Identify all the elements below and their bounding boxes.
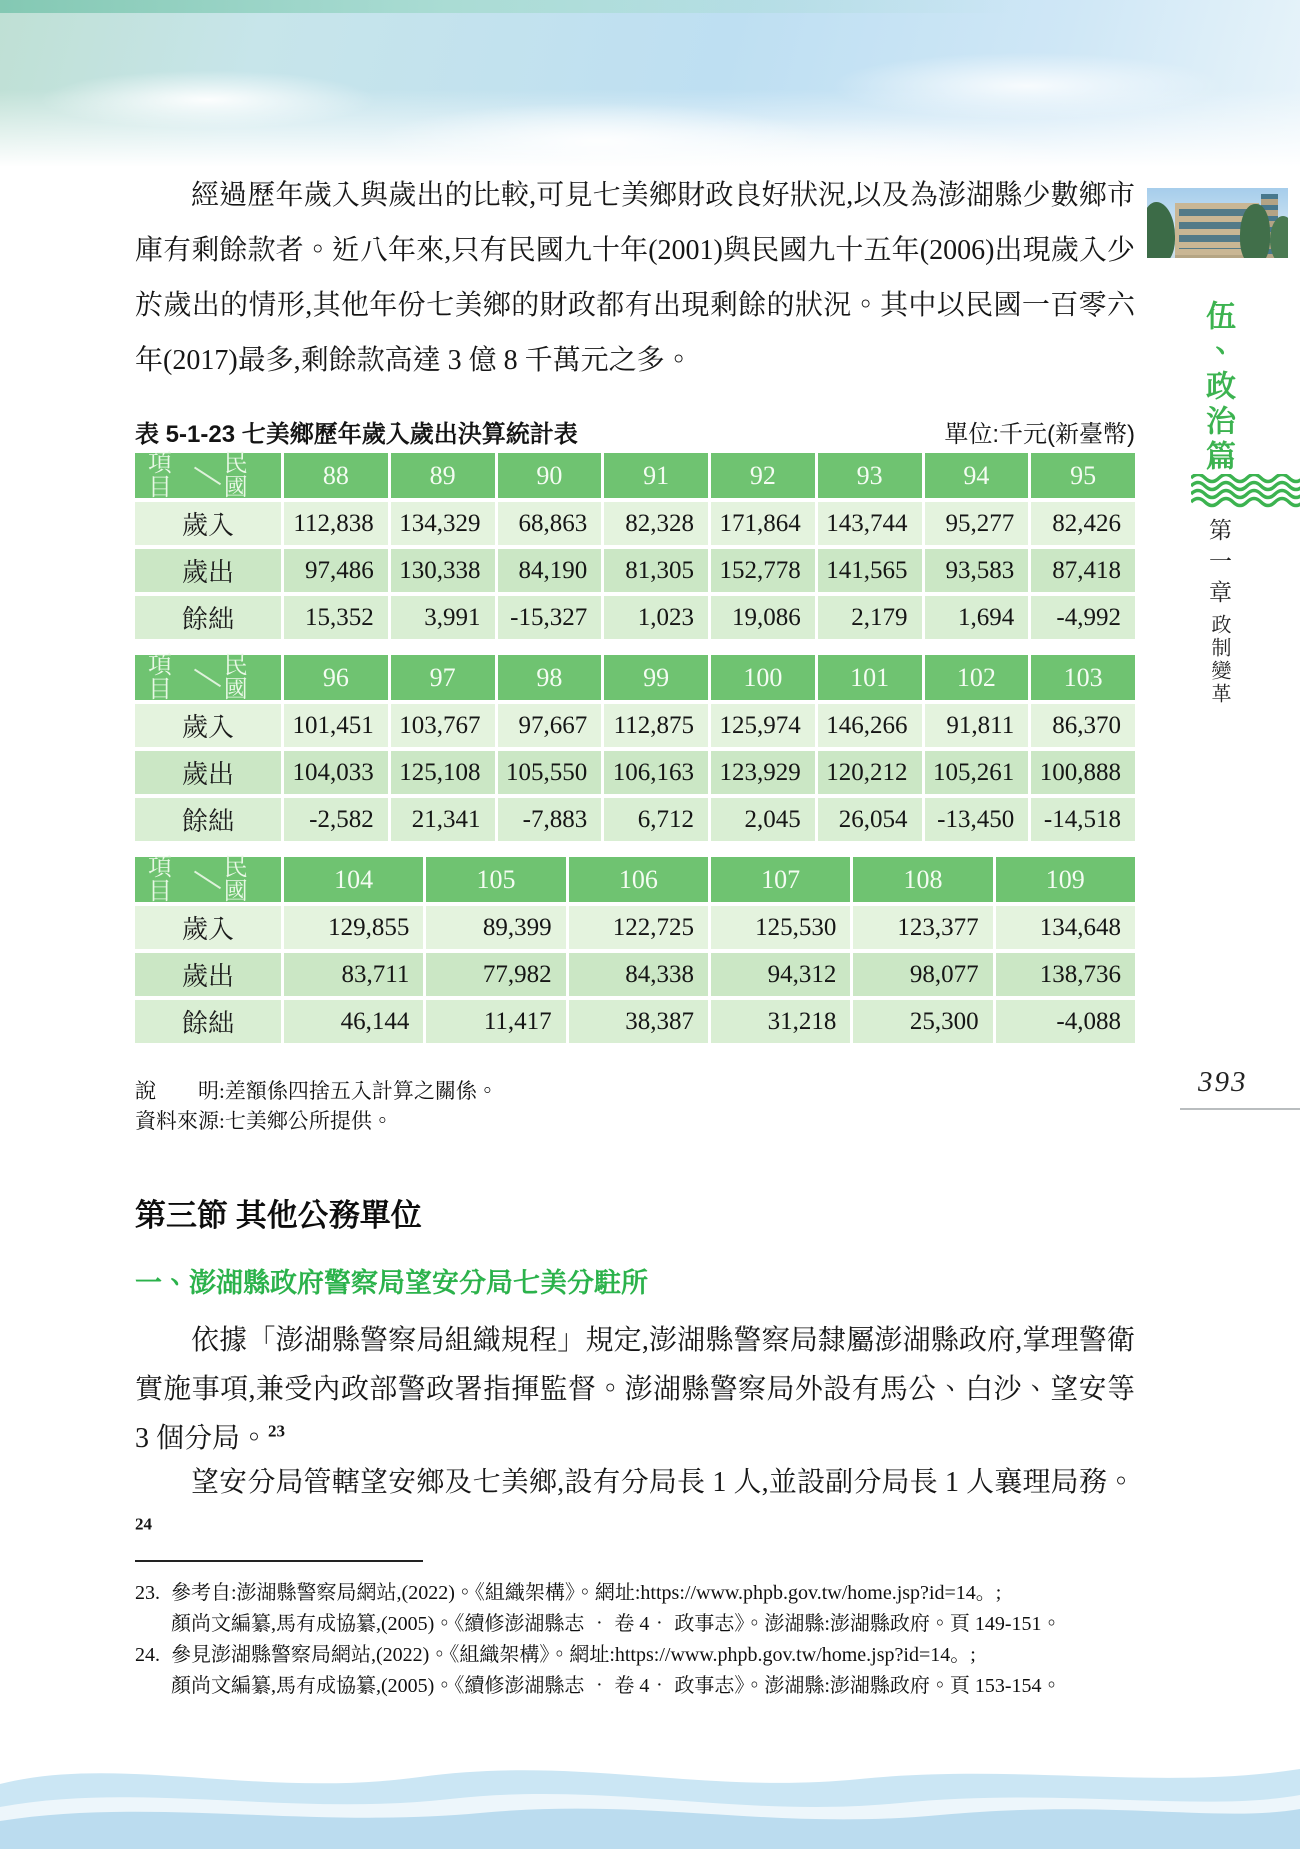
value-cell: -2,582 — [284, 798, 388, 841]
corner-cell — [135, 450, 281, 501]
value-cell: 134,648 — [996, 906, 1135, 949]
corner-cell — [135, 854, 281, 905]
corner-left-label: 項目 — [148, 854, 172, 905]
value-cell: 106,163 — [604, 751, 708, 794]
value-cell: 125,974 — [711, 704, 815, 747]
value-cell: 93,583 — [925, 549, 1029, 592]
table-data-row — [135, 596, 1135, 639]
table-data-row — [135, 549, 1135, 592]
part-title-vertical: 伍、政治篇 — [1201, 300, 1234, 475]
year-header-cell: 90 — [498, 453, 602, 498]
corner-diagonal-line — [194, 466, 221, 485]
corner-cell — [135, 652, 281, 703]
table-data-row — [135, 502, 1135, 545]
tree-shape — [1270, 216, 1288, 258]
row-label-cell: 餘絀 — [135, 596, 281, 639]
table-data-row — [135, 798, 1135, 841]
value-cell: 68,863 — [498, 502, 602, 545]
value-cell: 1,694 — [925, 596, 1029, 639]
value-cell: 11,417 — [426, 1000, 565, 1043]
corner-diagonal-line — [194, 668, 221, 687]
value-cell: 21,341 — [391, 798, 495, 841]
footnote-first-line — [135, 1640, 1145, 1671]
year-header-cell: 96 — [284, 655, 388, 700]
footnote-continuation-line: 顏尚文編纂,馬有成協纂,(2005)。《續修澎湖縣志 ‧ 卷 4‧ 政事志》。澎湖縣:澎湖縣政府。頁 149-151。 — [171, 1613, 1062, 1635]
value-cell: 129,855 — [284, 906, 423, 949]
year-header-cell: 101 — [818, 655, 922, 700]
value-cell: 125,530 — [711, 906, 850, 949]
footnote-first-line — [135, 1578, 1145, 1609]
value-cell: 98,077 — [853, 953, 992, 996]
value-cell: 83,711 — [284, 953, 423, 996]
value-cell: 82,328 — [604, 502, 708, 545]
row-label-cell: 歲出 — [135, 751, 281, 794]
stats-tables — [135, 450, 1135, 1059]
year-header-cell: 93 — [818, 453, 922, 498]
footnote-text: 參見澎湖縣警察局網站,(2022)。《組織架構》。網址:https://www.phpb.gov.tw/home.jsp?id=14。; — [171, 1644, 976, 1666]
paragraph-text: 望安分局管轄望安鄉及七美鄉,設有分局長 1 人,並設副分局長 1 人襄理局務。 — [191, 1467, 1135, 1498]
value-cell: -7,883 — [498, 798, 602, 841]
value-cell: 97,667 — [498, 704, 602, 747]
value-cell: 112,875 — [604, 704, 708, 747]
table-data-row — [135, 1000, 1135, 1043]
value-cell: 84,338 — [569, 953, 708, 996]
year-header-cell: 108 — [853, 857, 992, 902]
bottom-waves-decoration — [0, 1729, 1300, 1849]
value-cell: 104,033 — [284, 751, 388, 794]
year-header-cell: 103 — [1031, 655, 1135, 700]
corner-right-label: 民國 — [223, 652, 248, 703]
table-title-row — [135, 414, 1135, 449]
table-source: 資料來源:七美鄉公所提供。 — [135, 1109, 393, 1133]
value-cell: 94,312 — [711, 953, 850, 996]
value-cell: 26,054 — [818, 798, 922, 841]
value-cell: 112,838 — [284, 502, 388, 545]
intro-paragraph: 經過歷年歲入與歲出的比較,可見七美鄉財政良好狀況,以及為澎湖縣少數鄉市庫有剩餘款者。近八年來,只有民國九十年(2001)與民國九十五年(2006)出現歲入少於歲出的情形,其他年份七美鄉的財政都有出現剩餘的狀況。其中以民國一百零六年(2017)最多,剩餘款高達 3 億 8 千萬元之多。 — [135, 180, 1135, 376]
year-header-cell: 105 — [426, 857, 565, 902]
year-header-cell: 109 — [996, 857, 1135, 902]
row-label-cell: 歲出 — [135, 953, 281, 996]
year-header-cell: 100 — [711, 655, 815, 700]
body-paragraph-1 — [135, 1316, 1135, 1463]
value-cell: 2,179 — [818, 596, 922, 639]
year-header-cell: 92 — [711, 453, 815, 498]
value-cell: -13,450 — [925, 798, 1029, 841]
year-header-cell: 88 — [284, 453, 388, 498]
value-cell: -4,992 — [1031, 596, 1135, 639]
year-header-cell: 104 — [284, 857, 423, 902]
value-cell: 31,218 — [711, 1000, 850, 1043]
sky-header-image — [0, 0, 1300, 172]
row-label-cell: 歲入 — [135, 502, 281, 545]
footnote-divider — [135, 1560, 423, 1562]
table-header-row — [135, 652, 1135, 703]
section-subheading: 一、澎湖縣政府警察局望安分局七美分駐所 — [135, 1268, 648, 1298]
page-number-rule — [1180, 1108, 1300, 1110]
value-cell: 97,486 — [284, 549, 388, 592]
value-cell: 138,736 — [996, 953, 1135, 996]
corner-right-label: 民國 — [223, 450, 248, 501]
value-cell: 146,266 — [818, 704, 922, 747]
year-header-cell: 97 — [391, 655, 495, 700]
table-data-row — [135, 704, 1135, 747]
value-cell: 120,212 — [818, 751, 922, 794]
value-cell: 95,277 — [925, 502, 1029, 545]
value-cell: 152,778 — [711, 549, 815, 592]
value-cell: 122,725 — [569, 906, 708, 949]
corner-right-label: 民國 — [223, 854, 248, 905]
chapter-number-vertical: 第一章 — [1206, 518, 1232, 611]
chapter-name-vertical: 政制變革 — [1208, 614, 1230, 706]
value-cell: 77,982 — [426, 953, 565, 996]
table-section-2 — [135, 652, 1135, 841]
value-cell: 103,767 — [391, 704, 495, 747]
table-section-1 — [135, 450, 1135, 639]
footnote-continuation-line: 顏尚文編纂,馬有成協纂,(2005)。《續修澎湖縣志 ‧ 卷 4‧ 政事志》。澎湖縣:澎湖縣政府。頁 153-154。 — [171, 1675, 1062, 1697]
value-cell: 2,045 — [711, 798, 815, 841]
tree-shape — [1240, 204, 1270, 258]
value-cell: 3,991 — [391, 596, 495, 639]
year-header-cell: 102 — [925, 655, 1029, 700]
paragraph-text: 依據「澎湖縣警察局組織規程」規定,澎湖縣警察局隸屬澎湖縣政府,掌理警衛實施事項,兼受內政部警政署指揮監督。澎湖縣警察局外設有馬公、白沙、望安等 3 個分局。 — [135, 1325, 1135, 1454]
year-header-cell: 98 — [498, 655, 602, 700]
footnote-ref-23: 23 — [268, 1421, 286, 1441]
value-cell: 91,811 — [925, 704, 1029, 747]
section-heading: 第三節 其他公務單位 — [135, 1198, 422, 1233]
value-cell: 19,086 — [711, 596, 815, 639]
footnote — [135, 1640, 1145, 1702]
table-header-row — [135, 450, 1135, 501]
value-cell: 171,864 — [711, 502, 815, 545]
table-title: 表 5-1-23 七美鄉歷年歲入歲出決算統計表 — [135, 421, 578, 448]
value-cell: -4,088 — [996, 1000, 1135, 1043]
row-label-cell: 歲入 — [135, 704, 281, 747]
building-photo — [1147, 188, 1288, 258]
value-cell: 84,190 — [498, 549, 602, 592]
year-header-cell: 91 — [604, 453, 708, 498]
footnote-number: 23. — [135, 1582, 160, 1604]
value-cell: 123,929 — [711, 751, 815, 794]
value-cell: 105,261 — [925, 751, 1029, 794]
body-paragraph-2 — [135, 1458, 1135, 1556]
value-cell: 141,565 — [818, 549, 922, 592]
value-cell: 123,377 — [853, 906, 992, 949]
row-label-cell: 歲入 — [135, 906, 281, 949]
value-cell: 130,338 — [391, 549, 495, 592]
value-cell: 1,023 — [604, 596, 708, 639]
value-cell: 87,418 — [1031, 549, 1135, 592]
row-label-cell: 歲出 — [135, 549, 281, 592]
value-cell: 143,744 — [818, 502, 922, 545]
value-cell: 81,305 — [604, 549, 708, 592]
year-header-cell: 99 — [604, 655, 708, 700]
footnote-text: 參考自:澎湖縣警察局網站,(2022)。《組織架構》。網址:https://www.phpb.gov.tw/home.jsp?id=14。; — [171, 1582, 1002, 1604]
value-cell: -15,327 — [498, 596, 602, 639]
value-cell: 82,426 — [1031, 502, 1135, 545]
row-label-cell: 餘絀 — [135, 1000, 281, 1043]
value-cell: 86,370 — [1031, 704, 1135, 747]
table-data-row — [135, 906, 1135, 949]
footnote — [135, 1578, 1145, 1640]
corner-left-label: 項目 — [148, 450, 172, 501]
year-header-cell: 89 — [391, 453, 495, 498]
page-number: 393 — [1198, 1066, 1248, 1098]
footnote-ref-24: 24 — [135, 1514, 152, 1534]
value-cell: -14,518 — [1031, 798, 1135, 841]
value-cell: 89,399 — [426, 906, 565, 949]
tree-shape — [1147, 202, 1175, 258]
year-header-cell: 106 — [569, 857, 708, 902]
value-cell: 46,144 — [284, 1000, 423, 1043]
table-note: 說 明:差額係四捨五入計算之關係。 — [135, 1079, 498, 1103]
table-data-row — [135, 953, 1135, 996]
table-unit-label: 單位:千元(新臺幣) — [944, 421, 1135, 448]
table-header-row — [135, 854, 1135, 905]
table-data-row — [135, 751, 1135, 794]
value-cell: 105,550 — [498, 751, 602, 794]
sky-top-strip — [0, 0, 1300, 13]
value-cell: 134,329 — [391, 502, 495, 545]
year-header-cell: 95 — [1031, 453, 1135, 498]
value-cell: 25,300 — [853, 1000, 992, 1043]
row-label-cell: 餘絀 — [135, 798, 281, 841]
table-section-3 — [135, 854, 1135, 1043]
corner-left-label: 項目 — [148, 652, 172, 703]
corner-diagonal-line — [194, 870, 221, 889]
footnote-number: 24. — [135, 1644, 160, 1666]
value-cell: 125,108 — [391, 751, 495, 794]
value-cell: 100,888 — [1031, 751, 1135, 794]
value-cell: 6,712 — [604, 798, 708, 841]
table-notes — [135, 1076, 1135, 1136]
wave-divider-icon — [1191, 474, 1300, 513]
year-header-cell: 107 — [711, 857, 850, 902]
year-header-cell: 94 — [925, 453, 1029, 498]
value-cell: 38,387 — [569, 1000, 708, 1043]
value-cell: 15,352 — [284, 596, 388, 639]
value-cell: 101,451 — [284, 704, 388, 747]
footnotes — [135, 1578, 1145, 1702]
